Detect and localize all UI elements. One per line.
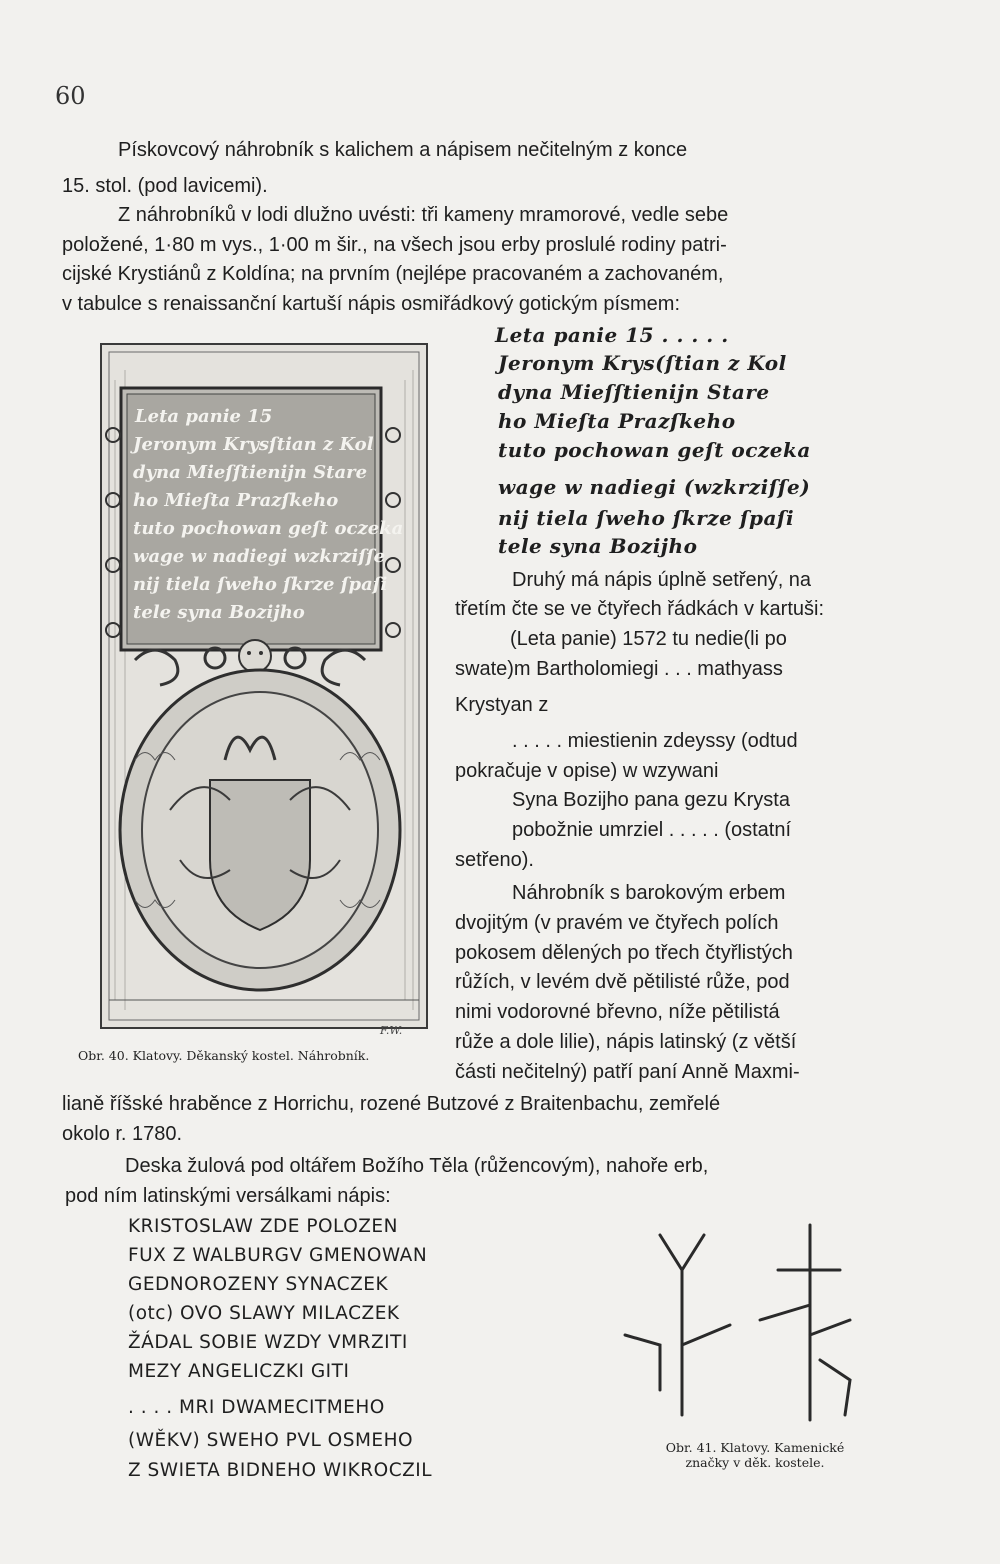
text-line [118,135,878,165]
text-line: pokosem dělených po třech čtyřlistých [455,942,793,964]
text-line: v tabulce s renaissanční kartuší nápis osmiřádkový gotickým písmem: [62,293,681,315]
inscription-line: (otc) OVO SLAWY MILACZEK [128,1303,400,1324]
figure-41-caption [640,1440,870,1470]
figure-40-caption: Obr. 40. Klatovy. Děkanský kostel. Náhrobník. [78,1048,370,1063]
figure-40-tombstone [95,340,435,1040]
text-line: části nečitelný) patří paní Anně Maxmi- [455,1061,800,1083]
tablet-text-line: ho Mieſta Prazſkeho [133,490,339,511]
text-line: Deska žulová pod oltářem Božího Těla (růžencovým), nahoře erb, [125,1155,709,1177]
masons-marks-drawing [600,1215,880,1435]
text-line: Druhý má nápis úplně setřený, na [512,569,812,591]
tablet-text-line: tele syna Bozijho [133,602,305,623]
gothic-line: ho Mieſta Prazſkeho [498,409,736,433]
text-line: . . . . . miestienin zdeyssy (odtud [512,730,798,752]
line-text: Pískovcový náhrobník s kalichem a nápisem nečitelným z konce [118,139,688,161]
inscription-line: FUX Z WALBURGV GMENOWAN [128,1245,428,1266]
inscription-line: . . . . MRI DWAMECITMEHO [128,1397,385,1418]
inscription-line: ŽÁDAL SOBIE WZDY VMRZITI [128,1332,408,1353]
tombstone-drawing [95,340,435,1040]
text-line: položené, 1·80 m vys., 1·00 m šir., na všech jsou erby proslulé rodiny patri- [62,234,727,256]
justified-line [118,135,878,165]
text-line: pokračuje v opise) w wzywani [455,760,719,782]
inscription-line: (WĚKV) SWEHO PVL OSMEHO [128,1430,414,1451]
gothic-line: wage w nadiegi (wzkrziſſe) [498,475,811,499]
figure-41-masons-marks [600,1215,880,1435]
text-line: Náhrobník s barokovým erbem [512,882,786,904]
tablet-text-line: dyna Mieſſtienijn Stare [133,462,368,483]
page-number: 60 [55,82,86,110]
tablet-text-line: Jeronym Krysſtian z Kol [133,434,374,455]
gothic-line: tele syna Bozijho [498,534,698,558]
gothic-line: tuto pochowan geſt oczeka [498,438,811,462]
text-line: Z náhrobníků v lodi dlužno uvésti: tři kameny mramorové, vedle sebe [118,204,729,226]
gothic-line: nij tiela ſweho ſkrze ſpaſi [498,506,795,530]
text-line: růže a dole lilie), nápis latinský (z větší [455,1031,797,1053]
gothic-line: dyna Mieſſtienijn Stare [498,380,770,404]
artist-signature: F.W. [380,1024,403,1037]
text-line: okolo r. 1780. [62,1123,183,1145]
text-line: lianě říšské hraběnce z Horrichu, rozené Butzové z Braitenbachu, zemřelé [62,1093,721,1115]
text-line: Syna Bozijho pana gezu Krysta [512,789,790,811]
gothic-line: Jeronym Krys(ſtian z Kol [498,351,787,375]
text-line: růžích, v levém dvě pětilisté růže, pod [455,971,790,993]
text-line: dvojitým (v pravém ve čtyřech polích [455,912,779,934]
inscription-line: GEDNOROZENY SYNACZEK [128,1274,389,1295]
inscription-line: KRISTOSLAW ZDE POLOZEN [128,1216,398,1237]
tablet-text-line: tuto pochowan geſt oczeka [133,518,404,539]
caption-line: Obr. 41. Klatovy. Kamenické [665,1440,845,1455]
text-line: Krystyan z [455,694,549,716]
text-line: (Leta panie) 1572 tu nedie(li po [510,628,787,650]
text-line: 15. stol. (pod lavicemi). [62,175,268,197]
inscription-line: Z SWIETA BIDNEHO WIKROCZIL [128,1460,433,1481]
text-line: nimi vodorovné břevno, níže pětilistá [455,1001,780,1023]
tablet-text-line: Leta panie 15 [135,406,273,427]
gothic-line: Leta panie 15 . . . . . [495,323,729,347]
text-line: třetím čte se ve čtyřech řádkách v kartuši: [455,598,825,620]
text-line: setřeno). [455,849,534,871]
tablet-text-line: nij tiela ſweho ſkrze ſpaſi [133,574,388,595]
inscription-line: MEZY ANGELICZKI GITI [128,1361,350,1382]
text-line: swate)m Bartholomiegi . . . mathyass [455,658,783,680]
text-line: pobožnie umrziel . . . . . (ostatní [512,819,792,841]
text-line: cijské Krystiánů z Koldína; na prvním (nejlépe pracovaném a zachovaném, [62,263,724,285]
tablet-text-line: wage w nadiegi wzkrziſſe [133,546,386,567]
text-line: pod ním latinskými versálkami nápis: [65,1185,391,1207]
mark-one-fork [660,1235,704,1270]
caption-line: značky v děk. kostele. [685,1455,825,1470]
